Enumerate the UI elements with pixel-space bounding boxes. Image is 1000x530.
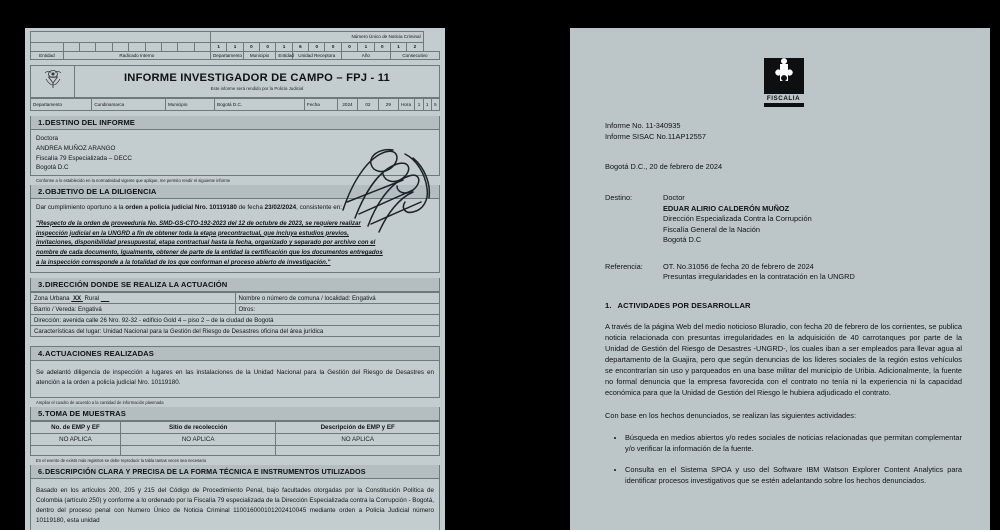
nuncc-title: Número Único de Noticia Criminal [210,32,423,43]
coat-of-arms-svg [43,68,63,94]
nuncc-digit: 0 [243,43,259,52]
direccion-value: avenida calle 26 Nro. 92-32 - edificio Gold 4 – piso 2 – de la ciudad de Bogotá [62,316,274,324]
objetivo-orden: orden a policía judicial Nro. 10119180 [125,204,237,211]
objetivo-fecha: 23/02/2024 [264,204,297,211]
body-paragraph: Con base en los hechos denunciados, se realizan las siguientes actividades: [605,410,857,420]
cell-empty[interactable] [276,446,440,456]
caption-radicado-interno: Radicado Interno [63,52,210,60]
caption-departamento: Departamento [210,52,243,60]
form-title-cell [75,66,440,98]
table-row-empty [31,446,440,456]
comuna-cell[interactable] [235,293,440,304]
destino-line: Bogotá D.C [663,235,702,245]
nuncc-digit: 1 [210,43,226,52]
activities-list [605,432,962,486]
nuncc-digit: 1 [227,43,243,52]
informe-no: Informe No. 11-340935 [605,121,681,130]
objetivo-intro-pre: Dar cumplimiento oportuno a la [36,204,126,211]
label-municipio: Municipio [165,99,214,111]
value-fecha-ano[interactable]: 2024 [337,99,357,111]
zona-rural-label: Rural [84,294,100,302]
cell-empty[interactable] [31,446,121,456]
radicado-box-3[interactable] [96,43,112,52]
column-header-emp-ef: No. de EMP y EF [31,422,121,434]
table-row [31,326,440,337]
caracteristicas-value: Unidad Nacional para la Gestión del Riesgo de Desastres oficina del área jurídica [103,327,324,335]
informe-numbers-block [605,121,962,142]
note-reproducir-tabla: En el evento de existir más registros se debe reproducir la tabla tantas veces sea necesario [30,456,440,465]
descripcion-tecnica-text: Basado en los artículos 200, 205 y 215 del Código de Procedimiento Penal, bajo facultades otorgadas por la Constitución Política de Colombia (artículo 250) y conforme a lo ordenado por la Fiscalía 79 especializada de la Dirección Especializada contra la Corrupción - Bogotá, dentro del proceso penal con Numero Único de Noticia Criminal 110016000101202410045 mediante orden a Policía Judicial número 10119180, esta unidad [36,487,434,525]
otros-cell[interactable] [235,304,440,315]
caption-consecutivo: Consecutivo [390,52,439,60]
section-header-objetivo-diligencia [30,185,440,199]
cell-descripcion: NO APLICA [276,434,440,446]
referencia-line: Presuntas irregularidades en la contratación en la UNGRD [663,272,855,282]
nuncc-caption-row [31,52,440,60]
quote-line: a la inspección corresponde a la totalidad de los que conforman el proceso abierto de investigación." [36,259,331,267]
zona-urbana-label: Zona Urbana [34,294,70,302]
section-title: DESCRIPCIÓN CLARA Y PRECISA DE LA FORMA TÉCNICA E INSTRUMENTOS UTILIZADOS [45,467,366,477]
radicado-box-7[interactable] [161,43,177,52]
destino-line: Bogotá D.C [36,164,69,172]
radicado-box-4[interactable] [112,43,128,52]
caption-entidad2: Entidad [276,52,292,60]
table-row [31,315,440,326]
table-row [31,434,440,446]
label-fecha: Fecha [305,99,338,111]
zona-urbana-mark: XX [72,294,82,302]
section-body-destino-informe [30,130,440,176]
comuna-label: Nombre o número de comuna / localidad: [238,294,351,302]
document-page-informe-fiscalia[interactable] [570,28,990,530]
radicado-box-6[interactable] [145,43,161,52]
colombia-coat-of-arms-icon [31,66,75,98]
quote-line: "Respecto de la orden de proveeduría No. SMD-GS-CTO-192-2023 del 12 de octubre de 2023, se requiere realizar [36,219,361,227]
radicado-box-8[interactable] [178,43,194,52]
actuaciones-text: Se adelantó diligencia de inspección a lugares en las instalaciones de la Unidad Nacional para la Gestión del Riesgo de Desastres en atención a la orden a policía judicial Nro. 10119180. [36,369,434,387]
section-title: DIRECCIÓN DONDE SE REALIZA LA ACTUACIÓN [45,280,228,290]
section-number: 6. [38,467,45,477]
objetivo-intro [36,203,434,213]
radicado-box-9[interactable] [194,43,210,52]
nuncc-digit: 1 [276,43,292,52]
caption-ano: Año [341,52,390,60]
nuncc-digit: 2 [407,43,423,52]
section-header-direccion-actuacion [30,278,440,292]
radicado-box-5[interactable] [129,43,145,52]
nuncc-digit: 0 [260,43,276,52]
referencia-block [605,262,962,283]
fiscalia-underbar [764,103,804,107]
destino-line: Doctora [36,135,59,142]
referencia-line: OT. No.31056 de fecha 20 de febrero de 2024 [663,261,814,271]
caracteristicas-label: Características del lugar: [34,327,102,335]
form-title: INFORME INVESTIGADOR DE CAMPO – FPJ - 11 [124,72,390,85]
destino-block [605,193,962,246]
referencia-label: Referencia: [605,261,643,271]
objetivo-intro-post: , consistente en: [296,204,342,211]
spacer [30,337,440,346]
section-title: OBJETIVO DE LA DILIGENCIA [45,187,157,196]
table-row [31,293,440,304]
label-departamento: Departamento [31,99,92,111]
puzzle-piece-icon [764,58,804,94]
nuncc-digit: 0 [374,43,390,52]
caption-municipio: Municipio [243,52,276,60]
table-row [31,304,440,315]
section-title: DESTINO DEL INFORME [45,118,135,127]
section-number: 4. [38,349,45,359]
caption-unidad-receptora: Unidad Receptora [292,52,341,60]
comuna-value: Engativá [351,294,376,302]
value-municipio[interactable]: Bogotá D.C. [215,99,305,111]
destino-line: Doctor [663,193,685,203]
section-number: 1. [605,300,612,310]
nuncc-digit: 6 [292,43,308,52]
section-number: 2. [38,187,45,196]
table-header-row [31,422,440,434]
city-date-block [605,162,962,173]
form-meta-table [30,98,440,111]
section-header-toma-muestras [30,407,440,421]
list-item: • Consulta en el Sistema SPOA y uso del Software IBM Watson Explorer Content Analytics para identificar procesos investigativos que se estén adelantando sobre los hechos denunciados. [625,464,962,486]
destino-line: Dirección Especializada Contra la Corrupción [663,214,812,224]
section-body-objetivo-diligencia [30,199,440,273]
section-title-actividades [605,301,962,310]
form-meta-row [31,99,440,111]
direccion-cell[interactable] [31,315,440,326]
radicado-box-2[interactable] [80,43,96,52]
nuncc-digit: 1 [358,43,374,52]
section-title: ACTUACIONES REALIZADAS [45,349,154,359]
form-title-row [31,66,440,98]
value-fecha-dia[interactable]: 29 [378,99,398,111]
note-conforme-normatividad: Conforme a lo establecido en la normatividad vigente que aplique, me permito rendir el siguiente informe [30,176,440,185]
list-item: • Búsqueda en medios abiertos y/o redes sociales de noticias relacionadas que permitan complementar y/o verificar la información de la fuente. [625,432,962,454]
destino-line: Fiscalía General de la Nación [663,224,760,234]
body-paragraph: A través de la página Web del medio noticioso Bluradio, con fecha 20 de febrero de los corrientes, se publica noticia relacionada con presuntas irregularidades en la adquisición de 40 carrotanques por parte de la Unidad de Gestión del Riesgo de Desastres -UNGRD-, los cuales iban a ser empleados para llevar agua al departamento de la Guajira, pero que según denuncias de los líderes sociales de la región estos vehículos se encontrarían sin uso y parqueados en una base militar del municipio de Uribia. Adicionalmente, la fuente no formal denuncia que la empresa favorecida con el contrato no tenía ni la experiencia ni la capacidad económica para que la Unidad de Gestión del Riesgo le hubiera adjudicado el contrato. [605,321,962,398]
caracteristicas-cell[interactable] [31,326,440,337]
destino-label: Destino: [605,193,633,203]
radicado-box-1[interactable] [63,43,79,52]
barrio-label: Barrio / Vereda: [34,305,77,313]
direccion-label: Dirección: [34,316,62,324]
form-title-table [30,65,440,98]
fiscalia-wordmark: FISCALIA [766,95,801,102]
quote-line: inspección judicial en la UNGRD a fin de obtener toda la etapa precontractual, que incluya estudios previos, [36,229,349,237]
value-fecha-mes[interactable]: 02 [358,99,378,111]
quote-line: invitaciones, disponibilidad presupuestal, etapa contractual hasta la fecha, organizado y separado por archivo con el [36,239,376,247]
cell-empty[interactable] [120,446,275,456]
section-header-destino-informe [30,116,440,130]
section-number: 3. [38,280,45,290]
cell-emp-ef: NO APLICA [31,434,121,446]
zona-cell[interactable] [31,293,236,304]
destino-line: Fiscalía 79 Especializada – DECC [36,154,132,162]
section-header-descripcion-tecnica [30,465,440,479]
section-body-actuaciones-realizadas [30,361,440,398]
informe-sisac-no: Informe SISAC No.11AP12557 [605,131,706,141]
column-header-descripcion: Descripción de EMP y EF [276,422,440,434]
value-hora-1[interactable]: 1 [415,99,423,111]
barrio-value: Engativá [78,305,102,313]
direccion-table [30,292,440,337]
destino-name: EDUAR ALIRIO CALDERÓN MUÑOZ [663,203,790,213]
objetivo-quote [36,219,434,268]
fiscalia-logo-block [605,58,962,107]
nuncc-digit: 1 [390,43,406,52]
column-header-sitio: Sitio de recolección [120,422,275,434]
section-body-descripcion-tecnica [30,479,440,530]
objetivo-intro-mid: de fecha [236,204,265,211]
destino-values [663,193,962,246]
puzzle-piece-svg [764,58,804,94]
section-title-text: ACTIVIDADES POR DESARROLLAR [617,300,751,310]
nuncc-digit-row [31,43,440,52]
label-hora: Hora [399,99,415,111]
city-date: Bogotá D.C., 20 de febrero de 2024 [605,162,723,172]
value-departamento[interactable]: Cundinamarca [92,99,166,111]
section-number: 1. [38,118,45,127]
fiscalia-logo [764,58,804,107]
note-ampliar-cuadro: Ampliar el cuadro de acuerdo a la cantidad de información plasmada [30,398,440,407]
referencia-values [663,262,962,283]
nuncc-header-table [30,31,440,60]
value-hora-3[interactable]: 5 [431,99,439,111]
muestras-table [30,421,440,456]
document-page-fpj11[interactable] [25,28,445,530]
entidad-box[interactable] [31,43,64,52]
quote-line: nombre de cada documento, Igualmente, obtener de parte de la entidad la certificación que los documentos entregados [36,249,383,257]
nuncc-digit: 0 [309,43,325,52]
section-header-actuaciones-realizadas [30,346,440,361]
caption-entidad: Entidad [31,52,64,60]
section-title: TOMA DE MUESTRAS [45,409,126,419]
destino-line: ANDREA MUÑOZ ARANGO [36,144,116,152]
nuncc-digit: 0 [325,43,341,52]
cell-sitio: NO APLICA [120,434,275,446]
nuncc-title-row [31,32,440,43]
section-number: 5. [38,409,45,419]
value-hora-2[interactable]: 1 [423,99,431,111]
barrio-cell[interactable] [31,304,236,315]
otros-label: Otros: [238,305,256,313]
nuncc-digit: 0 [341,43,357,52]
form-subtitle: Este informe será rendido por la Policía Judicial [210,86,304,92]
